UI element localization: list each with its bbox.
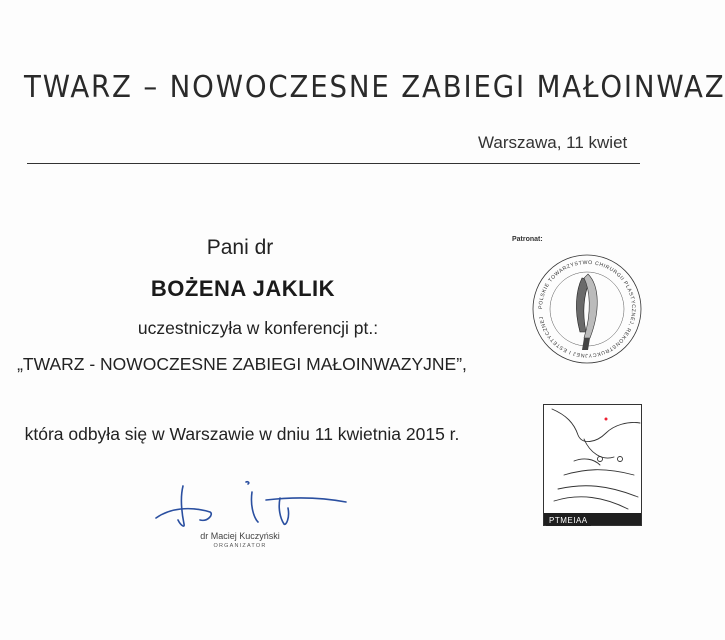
patron-seal-icon [528, 250, 646, 368]
place-date: Warszawa, 11 kwiet [478, 133, 628, 152]
honorific: Pani dr [206, 236, 274, 259]
society-logo [543, 404, 642, 526]
society-logo-label: PTMEIAA [546, 515, 591, 526]
signatory-role: ORGANIZATOR [213, 543, 267, 549]
header-divider [27, 163, 640, 164]
recipient-name: BOŻENA JAKLIK [150, 276, 336, 301]
seal-text: POLSKIE TOWARZYSTWO CHIRURGII PLASTYCZNEJ, REKONSTRUKCYJNEJ I ESTETYCZNEJ [537, 259, 637, 359]
handwritten-signature [150, 478, 350, 538]
body-silhouette-icon [544, 405, 641, 525]
conference-title: „TWARZ - NOWOCZESNE ZABIEGI MAŁOINWAZYJNE”, [17, 354, 467, 374]
signatory-name: dr Maciej Kuczyński [200, 531, 280, 541]
patron-label: Patronat: [512, 236, 543, 243]
event-date-text: która odbyła się w Warszawie w dniu 11 kwietnia 2015 r. [24, 424, 460, 444]
participation-text: uczestniczyła w konferencji pt.: [137, 318, 379, 338]
header-title: TWARZ – NOWOCZESNE ZABIEGI MAŁOINWAZ [24, 70, 725, 105]
